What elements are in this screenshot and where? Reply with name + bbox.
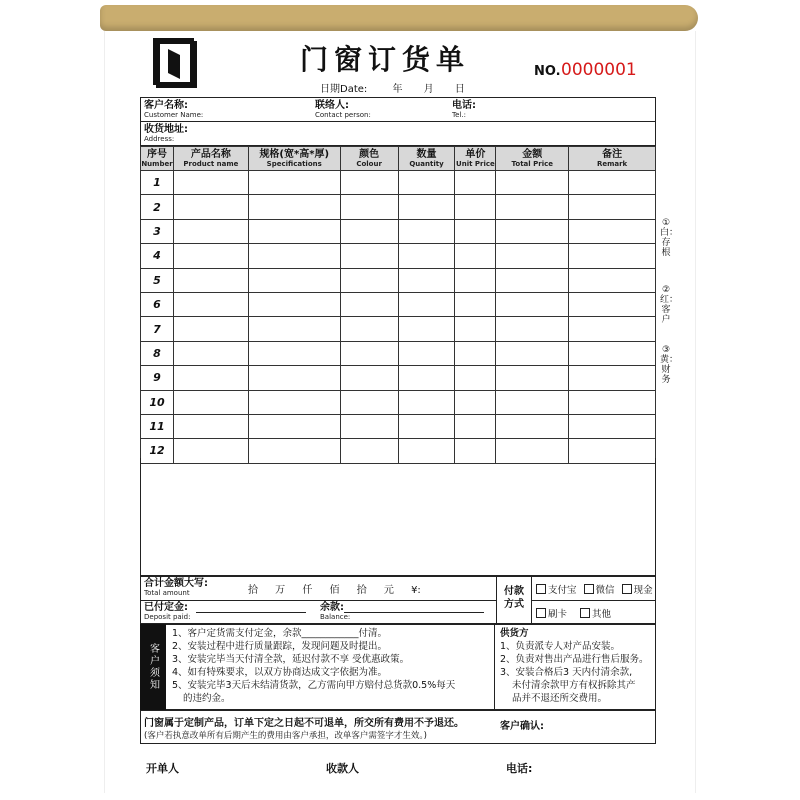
table-cell[interactable] [340, 366, 398, 390]
table-cell[interactable] [173, 390, 248, 414]
table-cell[interactable] [340, 219, 398, 243]
order-number-value: 0000001 [561, 60, 637, 80]
total-amount-label: 合计金额大写: [144, 578, 208, 589]
checkbox-icon [536, 584, 546, 594]
row-number: 10 [141, 390, 174, 414]
table-cell[interactable] [398, 195, 455, 219]
column-header-label: 序号 [146, 149, 167, 160]
table-cell[interactable] [455, 366, 496, 390]
supplier-notes-title: 供货方 [500, 628, 529, 639]
table-cell[interactable] [398, 171, 455, 195]
deposit-label: 已付定金: [144, 602, 188, 613]
table-cell[interactable] [248, 390, 340, 414]
table-cell[interactable] [173, 341, 248, 365]
blank-area [140, 458, 656, 576]
table-cell[interactable] [248, 292, 340, 316]
table-cell[interactable] [569, 390, 656, 414]
divider [140, 600, 496, 601]
page-title: 门窗订货单 [300, 43, 471, 76]
table-cell[interactable] [248, 244, 340, 268]
table-cell[interactable] [248, 414, 340, 438]
column-header [248, 147, 340, 171]
order-number-label: NO. [534, 64, 561, 79]
column-header-en: Unit Price [456, 160, 495, 168]
amount-units: 拾 万 仟 佰 拾 元 ¥: [248, 585, 421, 596]
supplier-note-item: 未付清余款甲方有权拆除其产 [512, 680, 636, 691]
date-label: 日期Date: [320, 84, 368, 95]
tel-field[interactable] [452, 100, 476, 119]
payment-label-line1: 付款 [504, 586, 524, 597]
column-header-en: Product name [183, 160, 239, 168]
table-cell[interactable] [496, 195, 569, 219]
deposit-underline [196, 612, 306, 613]
table-cell[interactable] [173, 268, 248, 292]
customer-confirm-label[interactable]: 客户确认: [500, 721, 544, 732]
table-header-row [141, 147, 656, 171]
wechat-checkbox[interactable] [584, 585, 615, 596]
table-cell[interactable] [398, 268, 455, 292]
alipay-label: 支付宝 [548, 585, 577, 596]
order-items-table [140, 146, 656, 464]
table-cell[interactable] [248, 268, 340, 292]
table-cell[interactable] [173, 219, 248, 243]
other-checkbox[interactable] [580, 609, 611, 620]
table-cell[interactable] [455, 171, 496, 195]
row-number: 11 [141, 414, 174, 438]
card-checkbox[interactable] [536, 609, 567, 620]
table-cell[interactable] [173, 171, 248, 195]
column-header [496, 147, 569, 171]
column-header-label: 产品名称 [190, 149, 231, 160]
table-cell[interactable] [398, 390, 455, 414]
table-row [141, 171, 656, 195]
total-amount-en: Total amount [144, 589, 190, 597]
table-cell[interactable] [455, 268, 496, 292]
table-row [141, 268, 656, 292]
column-header-en: Number [141, 160, 173, 168]
column-header-label: 备注 [602, 149, 623, 160]
date-line [320, 80, 465, 95]
copy-note-red: ②红：客户 [660, 285, 679, 325]
table-cell[interactable] [173, 366, 248, 390]
contact-field[interactable] [315, 100, 371, 119]
cash-checkbox[interactable] [622, 585, 653, 596]
customer-note-item: 4、如有特殊要求，以双方协商达成文字依据为准。 [172, 667, 388, 678]
customer-note-item: 3、安装完毕当天付清全款，延迟付款不享 受优惠政策。 [172, 654, 410, 665]
table-cell[interactable] [496, 341, 569, 365]
checkbox-icon [536, 608, 546, 618]
table-cell[interactable] [340, 390, 398, 414]
column-header-en: Remark [596, 160, 628, 168]
table-row [141, 390, 656, 414]
table-row [141, 195, 656, 219]
date-year: 年 [392, 84, 403, 95]
table-row [141, 317, 656, 341]
balance-label: 余款: [320, 602, 344, 613]
table-cell[interactable] [173, 414, 248, 438]
table-cell[interactable] [340, 414, 398, 438]
copy-note-white: ①白：存根 [660, 218, 679, 258]
customer-note-item: 的违约金。 [183, 693, 231, 704]
table-cell[interactable] [496, 292, 569, 316]
table-cell[interactable] [455, 414, 496, 438]
divider [496, 576, 497, 624]
table-row [141, 366, 656, 390]
row-number: 1 [141, 171, 174, 195]
table-cell[interactable] [569, 244, 656, 268]
table-cell[interactable] [340, 268, 398, 292]
table-cell[interactable] [496, 268, 569, 292]
table-row [141, 414, 656, 438]
deposit-field[interactable] [144, 602, 190, 621]
table-cell[interactable] [248, 171, 340, 195]
table-body [141, 171, 656, 464]
customer-name-field[interactable] [144, 100, 203, 119]
table-cell[interactable] [340, 292, 398, 316]
no-refund-subnote: (客户若执意改单所有后期产生的费用由客户承担，改单客户需签字才生效。) [144, 731, 427, 741]
total-amount-field[interactable] [144, 578, 208, 597]
table-cell[interactable] [173, 292, 248, 316]
wechat-label: 微信 [595, 585, 615, 596]
tel-en: Tel.: [452, 111, 466, 119]
table-cell[interactable] [340, 195, 398, 219]
table-cell[interactable] [455, 292, 496, 316]
table-row [141, 341, 656, 365]
table-row [141, 244, 656, 268]
table-cell[interactable] [569, 414, 656, 438]
supplier-note-item: 品并不退还所交费用。 [512, 693, 608, 704]
address-field[interactable] [144, 124, 188, 143]
supplier-note-item: 1、负责派专人对产品安装。 [500, 641, 621, 652]
table-cell[interactable] [340, 171, 398, 195]
column-header-en: Specifications [266, 160, 322, 168]
table-cell[interactable] [173, 244, 248, 268]
contact-en: Contact person: [315, 111, 371, 119]
table-cell[interactable] [398, 292, 455, 316]
table-cell[interactable] [496, 219, 569, 243]
no-refund-warning: 门窗属于定制产品，订单下定之日起不可退单，所交所有费用不予退还。 [144, 718, 464, 729]
column-header-label: 单价 [465, 149, 486, 160]
table-cell[interactable] [455, 390, 496, 414]
row-number: 7 [141, 317, 174, 341]
date-month: 月 [423, 84, 434, 95]
row-number: 9 [141, 366, 174, 390]
table-cell[interactable] [569, 341, 656, 365]
table-cell[interactable] [496, 414, 569, 438]
customer-note-item: 1、客户定货需支付定金，余款____________付清。 [172, 628, 388, 639]
column-header [569, 147, 656, 171]
column-header [173, 147, 248, 171]
customer-name-en: Customer Name: [144, 111, 204, 119]
table-cell[interactable] [248, 366, 340, 390]
table-cell[interactable] [455, 219, 496, 243]
table-cell[interactable] [398, 366, 455, 390]
balance-en: Balance: [320, 613, 351, 621]
row-number: 12 [141, 439, 174, 463]
payment-options-row2 [536, 606, 611, 620]
customer-note-item: 5、安装完毕3天后未结清货款，乙方需向甲方赔付总货款0.5%每天 [172, 680, 456, 691]
checkbox-icon [580, 608, 590, 618]
table-cell[interactable] [496, 390, 569, 414]
issuer-label[interactable]: 开单人 [146, 762, 179, 775]
checkbox-icon [584, 584, 594, 594]
column-header-label: 规格(宽*高*厚) [259, 149, 330, 160]
date-day: 日 [454, 84, 465, 95]
column-header-label: 数量 [416, 149, 437, 160]
table-cell[interactable] [455, 341, 496, 365]
table-row [141, 292, 656, 316]
column-header-label: 颜色 [359, 149, 380, 160]
table-row [141, 219, 656, 243]
address-en: Address: [144, 135, 175, 143]
row-number: 5 [141, 268, 174, 292]
table-cell[interactable] [340, 317, 398, 341]
table-cell[interactable] [398, 244, 455, 268]
supplier-note-item: 3、安装合格后3 天内付清余款, [500, 667, 633, 678]
tel-label: 电话: [452, 100, 476, 111]
table-cell[interactable] [496, 171, 569, 195]
table-cell[interactable] [569, 292, 656, 316]
column-header-en: Total Price [511, 160, 553, 168]
alipay-checkbox[interactable] [536, 585, 577, 596]
table-cell[interactable] [496, 244, 569, 268]
phone-label[interactable]: 电话: [506, 762, 533, 775]
column-header-en: Colour [356, 160, 382, 168]
column-header [398, 147, 455, 171]
row-number: 2 [141, 195, 174, 219]
table-cell[interactable] [569, 268, 656, 292]
payment-options-row1 [536, 582, 653, 596]
row-number: 8 [141, 341, 174, 365]
table-cell[interactable] [455, 317, 496, 341]
payment-label-line2: 方式 [504, 599, 524, 610]
table-cell[interactable] [248, 195, 340, 219]
table-cell[interactable] [569, 317, 656, 341]
company-logo-icon [150, 35, 200, 91]
contact-label: 联络人: [315, 100, 349, 111]
payment-method-label [499, 585, 529, 611]
divider [140, 121, 656, 122]
pad-binding [100, 5, 698, 31]
divider [494, 624, 495, 710]
customer-name-label: 客户名称: [144, 100, 188, 111]
column-header [141, 147, 174, 171]
table-cell[interactable] [496, 317, 569, 341]
table-cell[interactable] [340, 341, 398, 365]
table-cell[interactable] [248, 317, 340, 341]
table-cell[interactable] [569, 195, 656, 219]
divider [531, 600, 656, 601]
table-cell[interactable] [173, 317, 248, 341]
customer-notes-list [172, 627, 492, 705]
supplier-notes-list [500, 627, 655, 705]
table-cell[interactable] [496, 366, 569, 390]
deposit-en: Deposit paid: [144, 613, 191, 621]
copy-note-yellow: ③黄：财务 [660, 345, 679, 385]
table-cell[interactable] [455, 244, 496, 268]
checkbox-icon [622, 584, 632, 594]
column-header [455, 147, 496, 171]
row-number: 4 [141, 244, 174, 268]
column-header-en: Quantity [409, 160, 444, 168]
supplier-note-item: 2、负责对售出产品进行售后服务。 [500, 654, 649, 665]
table-cell[interactable] [398, 414, 455, 438]
customer-note-item: 2、安装过程中进行质量跟踪，发现问题及时提出。 [172, 641, 388, 652]
column-header [340, 147, 398, 171]
row-number: 6 [141, 292, 174, 316]
table-cell[interactable] [398, 219, 455, 243]
other-label: 其他 [592, 609, 612, 620]
customer-notes-tag: 客户须知 [140, 624, 166, 710]
table-cell[interactable] [173, 195, 248, 219]
address-label: 收货地址: [144, 124, 188, 135]
row-number: 3 [141, 219, 174, 243]
table-cell[interactable] [569, 171, 656, 195]
column-header-label: 金额 [522, 149, 543, 160]
table-cell[interactable] [248, 219, 340, 243]
cashier-label[interactable]: 收款人 [326, 762, 359, 775]
cash-label: 现金 [633, 585, 653, 596]
table-cell[interactable] [569, 366, 656, 390]
table-cell[interactable] [569, 219, 656, 243]
balance-underline [344, 612, 484, 613]
table-cell[interactable] [398, 341, 455, 365]
table-cell[interactable] [248, 341, 340, 365]
table-cell[interactable] [455, 195, 496, 219]
card-label: 刷卡 [548, 609, 568, 620]
table-cell[interactable] [398, 317, 455, 341]
table-cell[interactable] [340, 244, 398, 268]
